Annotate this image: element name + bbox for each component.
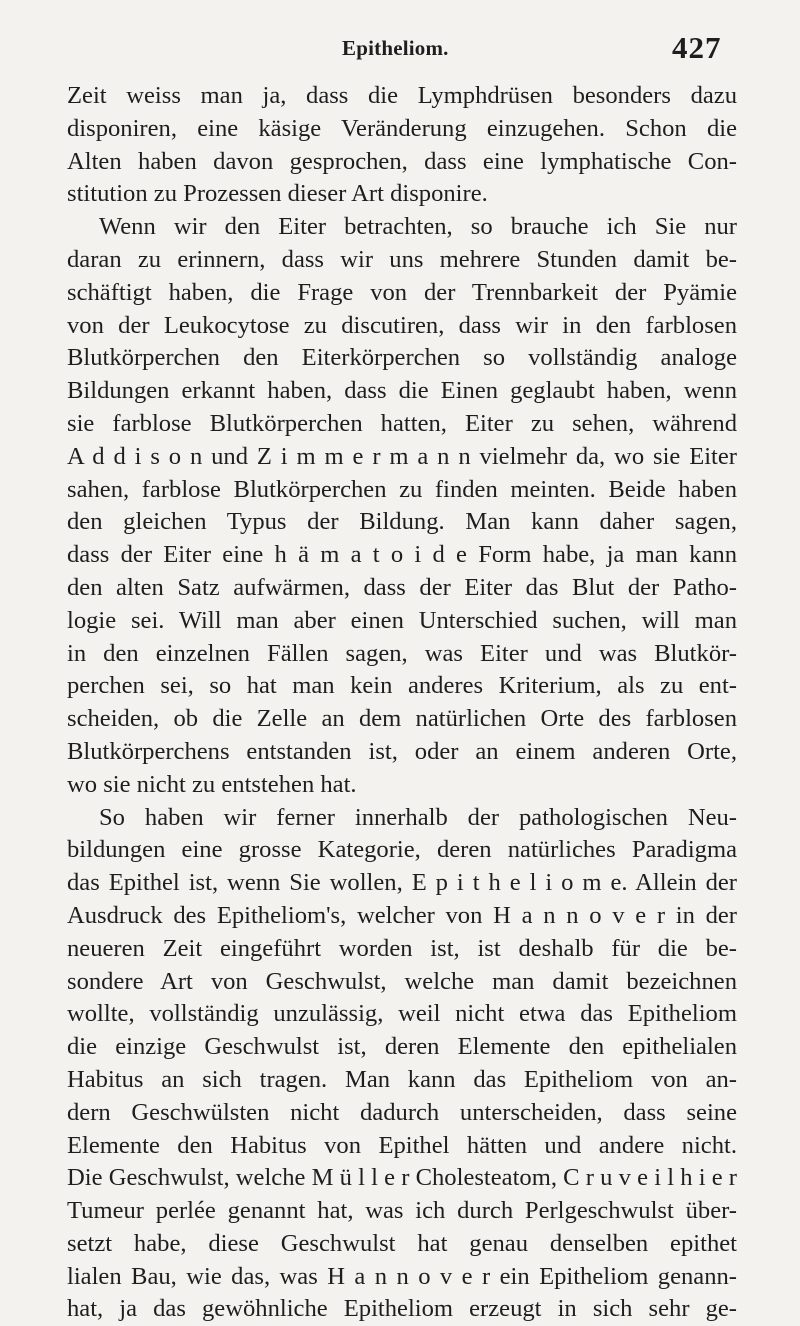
- text-line: den alten Satz aufwärmen, dass der Eiter das Blut der Patho-: [67, 573, 737, 601]
- text-line: sahen, farblose Blutkörperchen zu finden meinten. Beide haben: [67, 475, 737, 503]
- text-line: scheiden, ob die Zelle an dem natürlichen Orte des farblosen: [67, 705, 737, 733]
- text-line: bildungen eine grosse Kategorie, deren natürliches Paradigma: [67, 836, 737, 864]
- text-line: dass der Eiter eine h ä m a t o i d e Form habe, ja man kann: [67, 541, 737, 569]
- text-line: hat, ja das gewöhnliche Epitheliom erzeugt in sich sehr ge-: [67, 1295, 737, 1323]
- text-line: Tumeur perlée genannt hat, was ich durch Perlgeschwulst über-: [67, 1197, 737, 1225]
- text-line: Ausdruck des Epitheliom's, welcher von H a n n o v e r in der: [67, 901, 737, 929]
- text-line: Elemente den Habitus von Epithel hätten und andere nicht.: [67, 1131, 737, 1159]
- text-line: Die Geschwulst, welche M ü l l e r Cholesteatom, C r u v e i l h i e r: [67, 1164, 737, 1192]
- text-line: Habitus an sich tragen. Man kann das Epitheliom von an-: [67, 1065, 737, 1093]
- text-line: perchen sei, so hat man kein anderes Kriterium, als zu ent-: [67, 672, 737, 700]
- text-line: So haben wir ferner innerhalb der pathologischen Neu-: [99, 803, 737, 831]
- body-text: [67, 80, 737, 1326]
- text-line: das Epithel ist, wenn Sie wollen, E p i t h e l i o m e. Allein der: [67, 869, 737, 897]
- text-line: sondere Art von Geschwulst, welche man damit bezeichnen: [67, 967, 737, 995]
- text-line: dern Geschwülsten nicht dadurch unterscheiden, dass seine: [67, 1098, 737, 1126]
- text-line: von der Leukocytose zu discutiren, dass wir in den farblosen: [67, 311, 737, 339]
- text-line: wollte, vollständig unzulässig, weil nicht etwa das Epitheliom: [67, 1000, 737, 1028]
- running-title: Epitheliom.: [342, 36, 449, 60]
- text-line: den gleichen Typus der Bildung. Man kann daher sagen,: [67, 508, 737, 536]
- text-line: sie farblose Blutkörperchen hatten, Eiter zu sehen, während: [67, 409, 737, 437]
- text-line: Blutkörperchens entstanden ist, oder an einem anderen Orte,: [67, 737, 737, 765]
- text-line: lialen Bau, wie das, was H a n n o v e r ein Epitheliom genann-: [67, 1262, 737, 1290]
- text-line: A d d i s o n und Z i m m e r m a n n vielmehr da, wo sie Eiter: [67, 442, 737, 470]
- text-line: daran zu erinnern, dass wir uns mehrere Stunden damit be-: [67, 245, 737, 273]
- text-line: Zeit weiss man ja, dass die Lymphdrüsen besonders dazu: [67, 82, 737, 109]
- text-line: wo sie nicht zu entstehen hat.: [67, 770, 357, 798]
- text-line: Blutkörperchen den Eiterkörperchen so vollständig analoge: [67, 344, 737, 372]
- text-line: die einzige Geschwulst ist, deren Elemente den epithelialen: [67, 1033, 737, 1061]
- text-line: Wenn wir den Eiter betrachten, so brauche ich Sie nur: [99, 213, 737, 241]
- text-line: neueren Zeit eingeführt worden ist, ist deshalb für die be-: [67, 934, 737, 962]
- text-line: setzt habe, diese Geschwulst hat genau denselben epithet: [67, 1229, 737, 1257]
- text-line: in den einzelnen Fällen sagen, was Eiter und was Blutkör-: [67, 639, 737, 667]
- text-line: Bildungen erkannt haben, dass die Einen geglaubt haben, wenn: [67, 377, 737, 405]
- text-line: Alten haben davon gesprochen, dass eine lymphatische Con-: [67, 147, 737, 175]
- text-line: stitution zu Prozessen dieser Art disponire.: [67, 180, 488, 208]
- text-line: logie sei. Will man aber einen Unterschied suchen, will man: [67, 606, 737, 634]
- page-number: 427: [672, 30, 722, 65]
- text-line: disponiren, eine käsige Veränderung einzugehen. Schon die: [67, 114, 737, 142]
- text-line: schäftigt haben, die Frage von der Trennbarkeit der Pyämie: [67, 278, 737, 306]
